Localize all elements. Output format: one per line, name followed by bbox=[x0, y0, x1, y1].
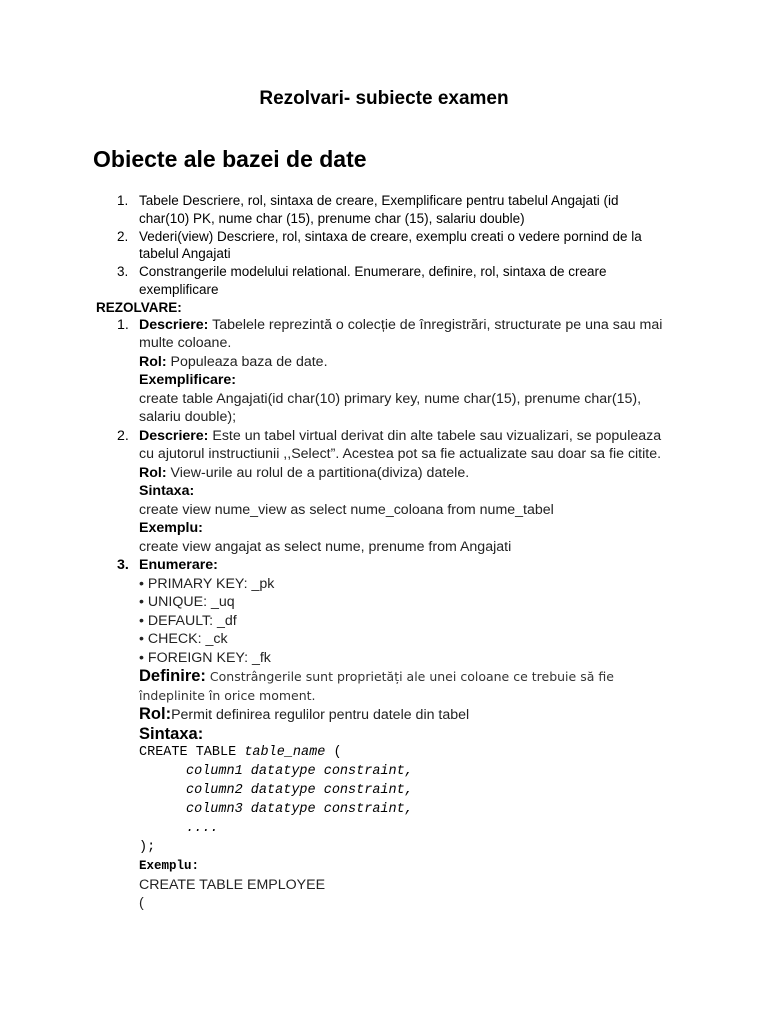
code-open: ( bbox=[325, 745, 342, 761]
exemplificare-label: Exemplificare: bbox=[139, 372, 236, 389]
code-block bbox=[139, 743, 668, 857]
bullet-primary-key: • PRIMARY KEY: _pk bbox=[139, 575, 275, 592]
question-text: Tabele Descriere, rol, sintaxa de creare, Exemplificare pentru tabelul Angajati (id char(10) PK, nume char (15), prenume char (15), salariu double) bbox=[139, 193, 619, 226]
answer-rol bbox=[139, 464, 668, 483]
question-item bbox=[0, 192, 768, 228]
question-item bbox=[0, 228, 768, 264]
answer-descriere bbox=[139, 316, 668, 353]
document-content bbox=[0, 192, 768, 913]
answer-descriere bbox=[139, 427, 668, 464]
code-line: column2 datatype constraint, bbox=[186, 783, 413, 799]
definire-text: Constrângerile sunt proprietăți ale unei coloane ce trebuie să fie îndeplinite în orice moment. bbox=[139, 669, 614, 703]
answer-item-3 bbox=[0, 556, 768, 913]
bullet-foreign-key: • FOREIGN KEY: _fk bbox=[139, 649, 271, 666]
example-line: CREATE TABLE EMPLOYEE bbox=[139, 876, 326, 893]
answers-list bbox=[0, 316, 768, 913]
code-create: CREATE TABLE bbox=[139, 745, 245, 761]
example-line: ( bbox=[139, 895, 144, 912]
document-title: Rezolvari- subiecte examen bbox=[259, 88, 509, 109]
exemplificare-text: create table Angajati(id char(10) primary key, nume char(15), prenume char(15), salariu double); bbox=[139, 390, 642, 426]
bullet-unique: • UNIQUE: _uq bbox=[139, 594, 235, 611]
answer-item-2 bbox=[0, 427, 768, 557]
question-text: Constrangerile modelului relational. Enumerare, definire, rol, sintaxa de creare exemplificare bbox=[139, 264, 607, 297]
rol-label: Rol: bbox=[139, 705, 172, 724]
question-number: 2. bbox=[117, 228, 129, 244]
code-line: .... bbox=[186, 821, 219, 837]
bullet-default: • DEFAULT: _df bbox=[139, 612, 237, 629]
descriere-label: Descriere: bbox=[139, 316, 209, 333]
answer-item-1 bbox=[0, 316, 768, 427]
answer-number: 3. bbox=[117, 557, 129, 574]
rol-label: Rol: bbox=[139, 464, 167, 481]
question-number: 3. bbox=[117, 264, 129, 280]
sintaxa-text: create view nume_view as select nume_coloana from nume_tabel bbox=[139, 501, 554, 518]
bullet-check: • CHECK: _ck bbox=[139, 631, 228, 648]
descriere-text: Tabelele reprezintă o colecție de înregistrări, structurate pe una sau mai multe coloane. bbox=[139, 316, 663, 352]
code-line: column1 datatype constraint, bbox=[186, 764, 413, 780]
code-line: column3 datatype constraint, bbox=[186, 802, 413, 818]
question-item bbox=[0, 263, 768, 299]
rol-text: View-urile au rolul de a partitiona(diviza) datele. bbox=[166, 464, 470, 481]
exemplu-label: Exemplu: bbox=[139, 859, 200, 874]
questions-list bbox=[0, 192, 768, 299]
answer-rol bbox=[139, 705, 668, 725]
section-heading: Obiecte ale bazei de date bbox=[93, 146, 367, 172]
descriere-label: Descriere: bbox=[139, 427, 209, 444]
question-text: Vederi(view) Descriere, rol, sintaxa de creare, exemplu creati o vedere pornind de la tabelul Angajati bbox=[139, 228, 642, 262]
rol-text: Populeaza baza de date. bbox=[166, 353, 328, 370]
code-close: ); bbox=[139, 840, 156, 856]
answer-rol bbox=[139, 353, 668, 372]
rol-label: Rol: bbox=[139, 353, 167, 370]
sintaxa-label: Sintaxa: bbox=[139, 483, 195, 500]
rol-text: Permit definirea regulilor pentru datele din tabel bbox=[171, 707, 470, 724]
exemplu-text: create view angajat as select nume, prenume from Angajati bbox=[139, 538, 512, 555]
descriere-text: Este un tabel virtual derivat din alte tabele sau vizualizari, se populeaza cu ajutorul instructiunii ,,Select”. Acestea pot sa fie actualizate sau doar sa fie citite. bbox=[139, 427, 662, 463]
definire-label: Definire: bbox=[139, 667, 206, 686]
exemplu-label: Exemplu: bbox=[139, 520, 203, 537]
sintaxa-label: Sintaxa: bbox=[139, 724, 204, 743]
rezolvare-label: REZOLVARE: bbox=[96, 299, 182, 315]
answer-number: 2. bbox=[117, 427, 129, 444]
code-table-name: table_name bbox=[244, 745, 326, 761]
enumerare-label: Enumerare: bbox=[139, 557, 218, 574]
answer-definire bbox=[139, 667, 668, 705]
answer-number: 1. bbox=[117, 316, 129, 333]
question-number: 1. bbox=[117, 193, 129, 208]
